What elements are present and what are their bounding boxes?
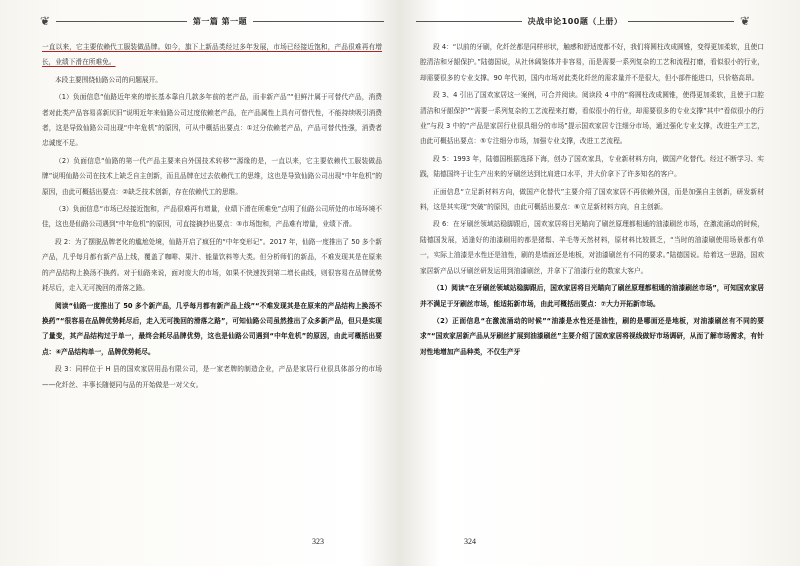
leaf-ornament-icon: ❦: [40, 14, 51, 28]
paragraph: 段 4：“以前的牙刷，化纤丝都是同样形状，触感和舒适度都不好，我们将圆柱改成圆锥，变得更加柔软，且使口腔清洁和牙龈保护。”陆德国说，从社休阔鉴体并非容易，而是需要一系列复杂的工艺和流程打磨，看似很小的行业，却需要很多的专业支撑。90 年代初，国内市场对此类化纤丝的需求量并不是很大，但小部件能进口，只价格高昂。: [420, 43, 764, 82]
paragraph: （1）负面信息“仙路近年来的增长基本靠自几款多年前的老产品，而非新产品”“但鲜汁属于可替代产品，消费者对此类产品容易喜新厌旧”说明近年来仙路公司过度依赖老产品，在产品属性上具有可替代性，不能持续吸引消费者，这是导致仙路公司出现“中年危机”的原因，可从中概括出要点：①过分依赖老产品，产品可替代性强，消费者忠诚度不足。: [42, 93, 382, 148]
leaf-ornament-icon: ❦: [739, 14, 751, 28]
paragraph: 段 3、4 引出了国欢家居这一案例，可合并阅读。阅读段 4 中的“将圆柱改成圆锥，使得更加柔软，且使于口腔清洁和牙龈保护”“需要一系列复杂的工艺流程来打磨，看似很小的行业，却需要很多的专业支撑”其中“看似很小的行业”与段 3 中的“产品是家居行业很具细分的市场”提示国欢家居专注细分市场，通过强化专业支撑，改进生产工艺，由此可概括出要点：⑤专注细分市场，加强专业支撑，改进工艺流程。: [420, 91, 764, 146]
right-header-title: 决战申论100题（上册）: [527, 16, 623, 26]
paragraph: （2）负面信息“仙路的第一代产品主要来自外国技术转移”“源缘的是，一直以来，它主要依赖代工服装做品牌”说明仙路公司在技术上缺乏自主创新，而且品牌在过去依赖代工的思维，这也是导致仙路公司出现“中年危机”的原因，由此可概括出要点：②缺乏技术创新，存在依赖代工的思维。: [42, 156, 382, 196]
paragraph: 段 3：同样位于 H 县的国欢家居用品有限公司，是一家老牌的制造企业，产品是家居行业很具体部分的市场——化纤丝、丰事长随便同与品的开始做是一对父女。: [42, 365, 382, 389]
paragraph: 正面信息“立足新材料方向，做国产化替代”主要介绍了国欢家居不再依赖外国，而是加强自主创新，研发新材料，这是其实现“突破”的原因，由此可概括出要点：⑥立足新材料方向，自主创新。: [420, 187, 764, 212]
page-number: 323: [312, 537, 324, 546]
paragraph: 段 6：在牙刷丝领域站稳脚跟后，国欢家居将目光瞄向了刷丝原理都相通的油漆刷丝市场，在激流涌动的时候，陆德国发展，适逢好的油漆刷用的都是猪鬃、羊毛等天然材料，原材料比较匮乏，“当时的油漆刷使用场景都有单一，实际上油漆是水性还是油性，刷的是墙面还是地板，对油漆刷丝有不同的要求。”陆德国说。给着这一思路，国欢家居新产品以牙刷丝研发运用到油漆刷丝，并拿下了油漆行业的数家大客户。: [420, 220, 764, 275]
paragraph: （1）阅读“在牙刷丝领域站稳脚跟后，国欢家居将目光瞄向了刷丝原理都相通的油漆刷丝市场”，可知国欢家居并不满足于牙刷丝市场，能适拓新市场，由此可概括出要点：⑦大力开拓新市场。: [420, 284, 764, 308]
paragraph: 阅读“仙路一度推出了 50 多个新产品，几乎每月都有新产品上线”“不难发现其是在原来的产品结构上换汤不换药”“很容易在品牌优势耗尽后，走入无可挽回的滑落之路”，可知仙路公司虽然推出了众多新产品，但只是实现了量变，其产品结构过于单一，最终会耗尽品牌优势，这也是仙路公司遇到“中年危机”的原因，由此可概括出要点：④产品结构单一，品牌优势耗尽。: [42, 301, 382, 356]
paragraph: 本段主要围绕仙路公司的问题展开。: [55, 75, 162, 84]
paragraph: 段 2：为了摆脱品牌老化的尴尬处境，仙路开启了疯狂的“中年变形记”。2017 年，仙路一度推出了 50 多个新产品，几乎每月都有新产品上线，覆盖了咖啡、果汁、能量饮料等大类。但分析师们的新品，不难发现其是在原来的产品结构上换汤不换药。对于仙路来说，面对庞大的市场，如果不快速找到第二增长曲线，则很容易在品牌优势耗尽后，走入无可挽回的滑落之路。: [42, 237, 382, 293]
paragraph: 一直以来，它主要依赖代工服装做品牌。如今，旗下上新品类经过多年发展，市场已经接近饱和，产品很难再有增长，业绩下滑在所难免。: [42, 43, 382, 67]
paragraph: （2）正面信息“在激流涌动的时候”“油漆是水性还是油性，刷的是哪面还是地板，对油漆刷丝有不同的要求”“国欢家居新产品从牙刷丝扩展到油漆刷丝”主要介绍了国欢家居将视线做好市场调研，从而了解市场需求，有针对性地增加产品种类，不仅生产牙: [420, 316, 764, 356]
right-page: [400, 0, 800, 566]
paragraph: 段 5：1993 年，陆德国根据选择下海，创办了国欢家具，专业新材料方向，做国产化替代。经过不断学习、实践，陆德国终于让生产出来的牙刷丝达到比肩进口水平，并大价拿下了许多知名的客户。: [420, 154, 764, 179]
page-number: 324: [464, 537, 476, 546]
paragraph: （3）负面信息“市场已经接近饱和，产品很难再有增量，业绩下滑在所难免”点明了仙路公司所处的市场环境不佳，这也是仙路公司遇到“中年危机”的原因，可直接摘抄出要点：③市场饱和，产品难有增量，业绩下滑。: [42, 205, 382, 229]
left-header-title: 第一篇 第一题: [192, 16, 248, 26]
